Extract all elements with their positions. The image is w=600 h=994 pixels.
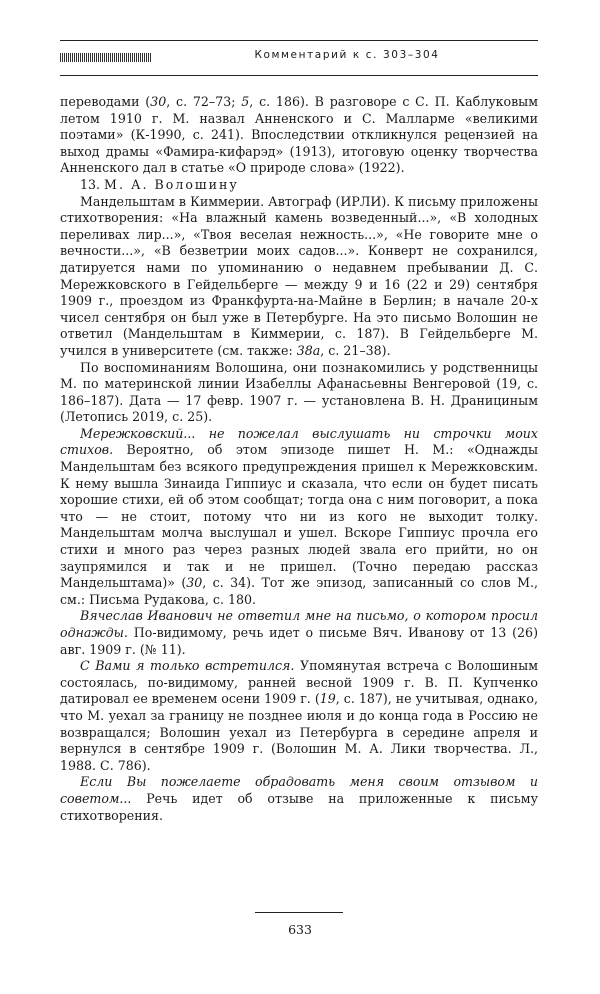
paragraph xyxy=(60,360,538,426)
page-number: 633 xyxy=(288,922,312,937)
running-head-title: Комментарий к с. 303–304 xyxy=(254,49,440,61)
letter-heading xyxy=(60,177,538,194)
quote-lemma: Вячеслав Иванович не ответил мне на письмо, о котором просил однажды. xyxy=(60,608,538,640)
running-head xyxy=(60,40,538,76)
text: , с. 187), не учитывая, однако, что М. уехал за границу не позднее июля и до конца года в Россию не возвращался; Волошин уехал из Петербурга в середине апреля и вернулся в сентябре 1909 г. (Волошин М. А. Лики творчества. Л., 1988. С. 786). xyxy=(60,691,539,773)
footer-divider xyxy=(255,912,343,913)
letter-addressee: М. А. Волошину xyxy=(104,176,239,192)
text: Речь идет об отзыве на приложенные к письму стихотворения. xyxy=(60,790,538,823)
text: , с. 186). В разговоре с С. П. Каблуковым летом 1910 г. М. назвал Анненского и С. Малларме «великими поэтами» (К-1990, с. 241). Впоследствии откликнулся рецензией на выход драмы «Фамира-кифарэд» (1913), итоговую оценку творчества Анненского дал в статье «О природе слова» (1922). xyxy=(60,94,538,176)
text: , с. 34). Тот же эпизод, записанный со слов М., см.: Письма Рудакова, с. 180. xyxy=(60,575,538,607)
source-ref: 30 xyxy=(186,575,203,591)
quote-lemma: Если Вы пожелаете обрадовать меня своим отзывом и советом... xyxy=(60,774,538,806)
source-ref: 30 xyxy=(150,94,167,109)
quote-lemma: Мережковский... не пожелал выслушать ни строчки моих стихов. xyxy=(60,425,538,458)
source-ref: 19 xyxy=(319,691,336,707)
text: переводами ( xyxy=(60,94,151,109)
quote-lemma: С Вами я только встретился. xyxy=(80,658,295,674)
paragraph xyxy=(60,658,538,774)
source-ref: 38а xyxy=(296,342,321,358)
paragraph-continuation xyxy=(60,94,538,177)
letter-number: 13. xyxy=(80,176,101,192)
source-ref: 5 xyxy=(241,94,250,109)
text: По воспоминаниям Волошина, они познакомились у родственницы М. по материнской линии Изабеллы Афанасьевны Венгеровой (19, с. 186–187). Дата — 17 февр. 1907 г. — установлена В. Н. Дранициным (Летопись 2019, с. 25). xyxy=(60,359,538,425)
paragraph xyxy=(60,608,538,658)
paragraph xyxy=(60,194,538,360)
text: Мандельштам в Киммерии. Автограф (ИРЛИ). К письму приложены стихотворения: «На влажный камень возведенный...», «В холодных переливах лир...», «Твоя веселая нежность...», «Не говорите мне о вечности...», «В безветрии моих садов...». Конверт не сохранился, датируется нами по упоминанию о недавнем пребывании Д. С. Мережковского в Гейдельберге — между 9 и 16 (22 и 29) сентября 1909 г., проездом из Франкфурта-на-Майне в Берлин; в начале 20-х чисел сентября он был уже в Петербурге. На это письмо Волошин не ответил (Мандельштам в Киммерии, с. 187). В Гейдельберге М. учился в университете (см. также: xyxy=(60,193,538,358)
paragraph xyxy=(60,426,538,609)
running-head-ornament xyxy=(60,53,152,62)
text: , с. 72–73; xyxy=(166,94,242,109)
text: Упомянутая встреча с Волошиным состоялась, по-видимому, ранней весной 1909 г. В. П. Купченко датировал ее временем осени 1909 г. ( xyxy=(60,658,538,707)
text: , с. 21–38). xyxy=(320,342,391,358)
text: Вероятно, об этом эпизоде пишет Н. М.: «Однажды Мандельштам без всякого предупреждения пришел к Мережковским. К нему вышла Зинаида Гиппиус и сказала, что если он будет писать хорошие стихи, ей об этом сообщат; тогда она с ним поговорит, а пока что — не стоит, потому что ни из кого не выходит толку. Мандельштам молча выслушал и ушел. Вскоре Гиппиус прочла его стихи и много раз через разных людей звала его прийти, но он заупрямился и так и не пришел. (Точно передаю рассказ Мандельштама)» ( xyxy=(60,442,538,591)
text: По-видимому, речь идет о письме Вяч. Иванову от 13 (26) авг. 1909 г. (№ 11). xyxy=(60,625,538,657)
paragraph xyxy=(60,774,538,824)
commentary-body xyxy=(60,94,538,824)
